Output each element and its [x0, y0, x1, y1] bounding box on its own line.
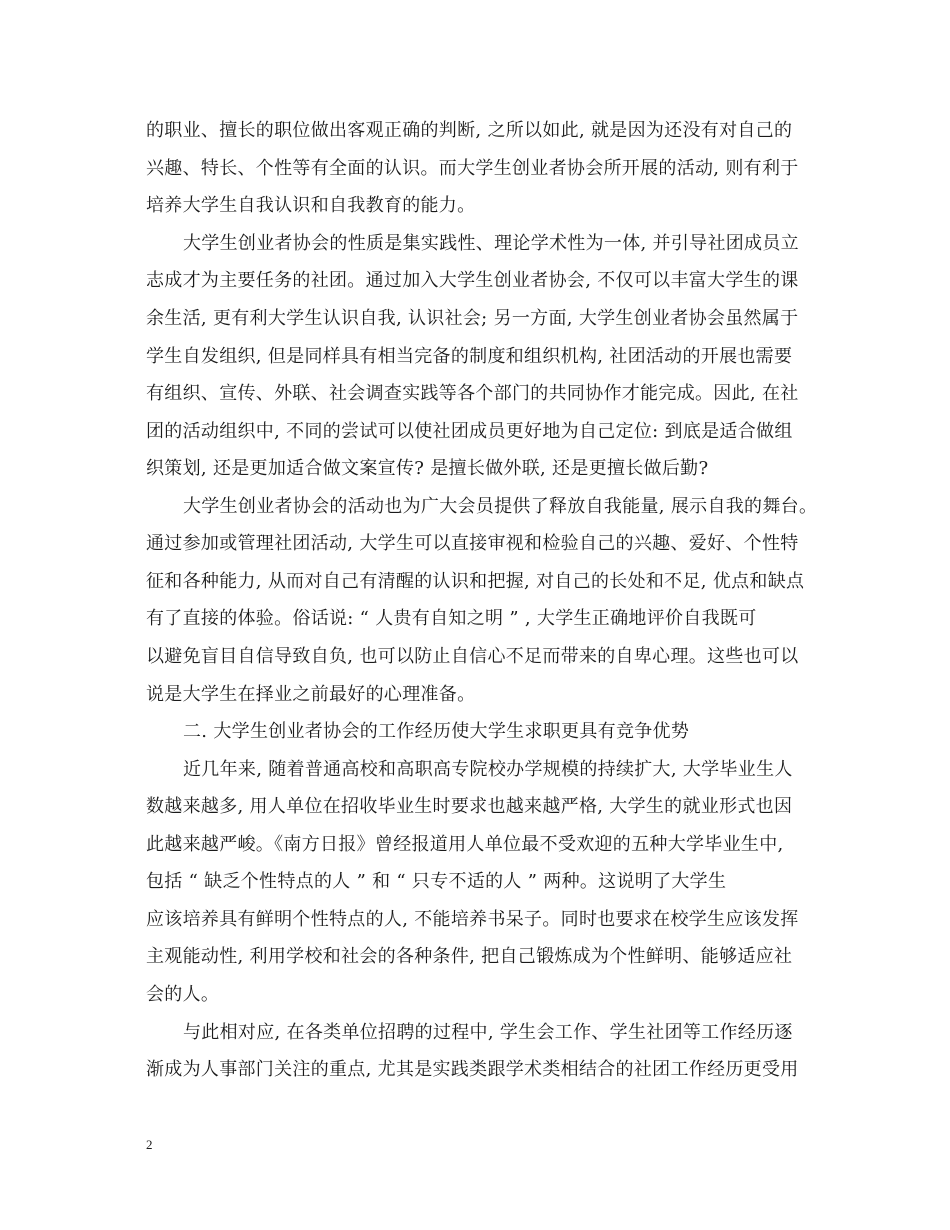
text-line: 征和各种能力, 从而对自己有清醒的认识和把握, 对自己的长处和不足, 优点和缺点	[146, 571, 805, 592]
text-line: 会的人。	[146, 984, 220, 1005]
text-line: 培养大学生自我认识和自我教育的能力。	[146, 195, 476, 216]
text-line: 包括 “ 缺乏个性特点的人 ” 和 “ 只专不适的人 ” 两种。这说明了大学生	[146, 871, 727, 892]
text-line: 渐成为人事部门关注的重点, 尤其是实践类跟学术类相结合的社团工作经历更受用	[146, 1059, 799, 1080]
text-line: 通过参加或管理社团活动, 大学生可以直接审视和检验自己的兴趣、爱好、个性特	[146, 533, 799, 554]
text-line: 以避免盲目自信导致自负, 也可以防止自信心不足而带来的自卑心理。这些也可以	[146, 646, 799, 667]
page-number: 2	[146, 1137, 153, 1152]
text-line: 织策划, 还是更加适合做文案宣传? 是擅长做外联, 还是更擅长做后勤?	[146, 458, 709, 479]
text-line: 数越来越多, 用人单位在招收毕业生时要求也越来越严格, 大学生的就业形式也因	[146, 796, 793, 817]
text-line: 应该培养具有鲜明个性特点的人, 不能培养书呆子。同时也要求在校学生应该发挥	[146, 909, 799, 930]
text-line: 有组织、宣传、外联、社会调查实践等各个部门的共同协作才能完成。因此, 在社	[146, 383, 799, 404]
paragraph-first-line: 与此相对应, 在各类单位招聘的过程中, 学生会工作、学生社团等工作经历逐	[183, 1022, 793, 1043]
text-line: 说是大学生在择业之前最好的心理准备。	[146, 684, 476, 705]
text-line: 有了直接的体验。俗话说: “ 人贵有自知之明 ” , 大学生正确地评价自我既可	[146, 608, 757, 629]
text-line: 此越来越严峻。《南方日报》曾经报道用人单位最不受欢迎的五种大学毕业生中,	[146, 834, 784, 855]
paragraph-first-line: 近几年来, 随着普通高校和高职高专院校办学规模的持续扩大, 大学毕业生人	[183, 759, 793, 780]
text-line: 的职业、擅长的职位做出客观正确的判断, 之所以如此, 就是因为还没有对自己的	[146, 120, 793, 141]
text-line: 学生自发组织, 但是同样具有相当完备的制度和组织机构, 社团活动的开展也需要	[146, 346, 793, 367]
text-line: 团的活动组织中, 不同的尝试可以使社团成员更好地为自己定位: 到底是适合做组	[146, 421, 793, 442]
text-line: 余生活, 更有利大学生认识自我, 认识社会; 另一方面, 大学生创业者协会虽然属于	[146, 308, 799, 329]
text-line: 兴趣、特长、个性等有全面的认识。而大学生创业者协会所开展的活动, 则有利于	[146, 158, 799, 179]
text-line: 主观能动性, 利用学校和社会的各种条件, 把自己锻炼成为个性鲜明、能够适应社	[146, 946, 793, 967]
paragraph-first-line: 大学生创业者协会的性质是集实践性、理论学术性为一体, 并引导社团成员立	[183, 233, 799, 254]
text-line: 志成才为主要任务的社团。通过加入大学生创业者协会, 不仅可以丰富大学生的课	[146, 270, 799, 291]
paragraph-first-line: 大学生创业者协会的活动也为广大会员提供了释放自我能量, 展示自我的舞台。	[183, 496, 818, 517]
section-heading: 二. 大学生创业者协会的工作经历使大学生求职更具有竞争优势	[183, 721, 690, 742]
